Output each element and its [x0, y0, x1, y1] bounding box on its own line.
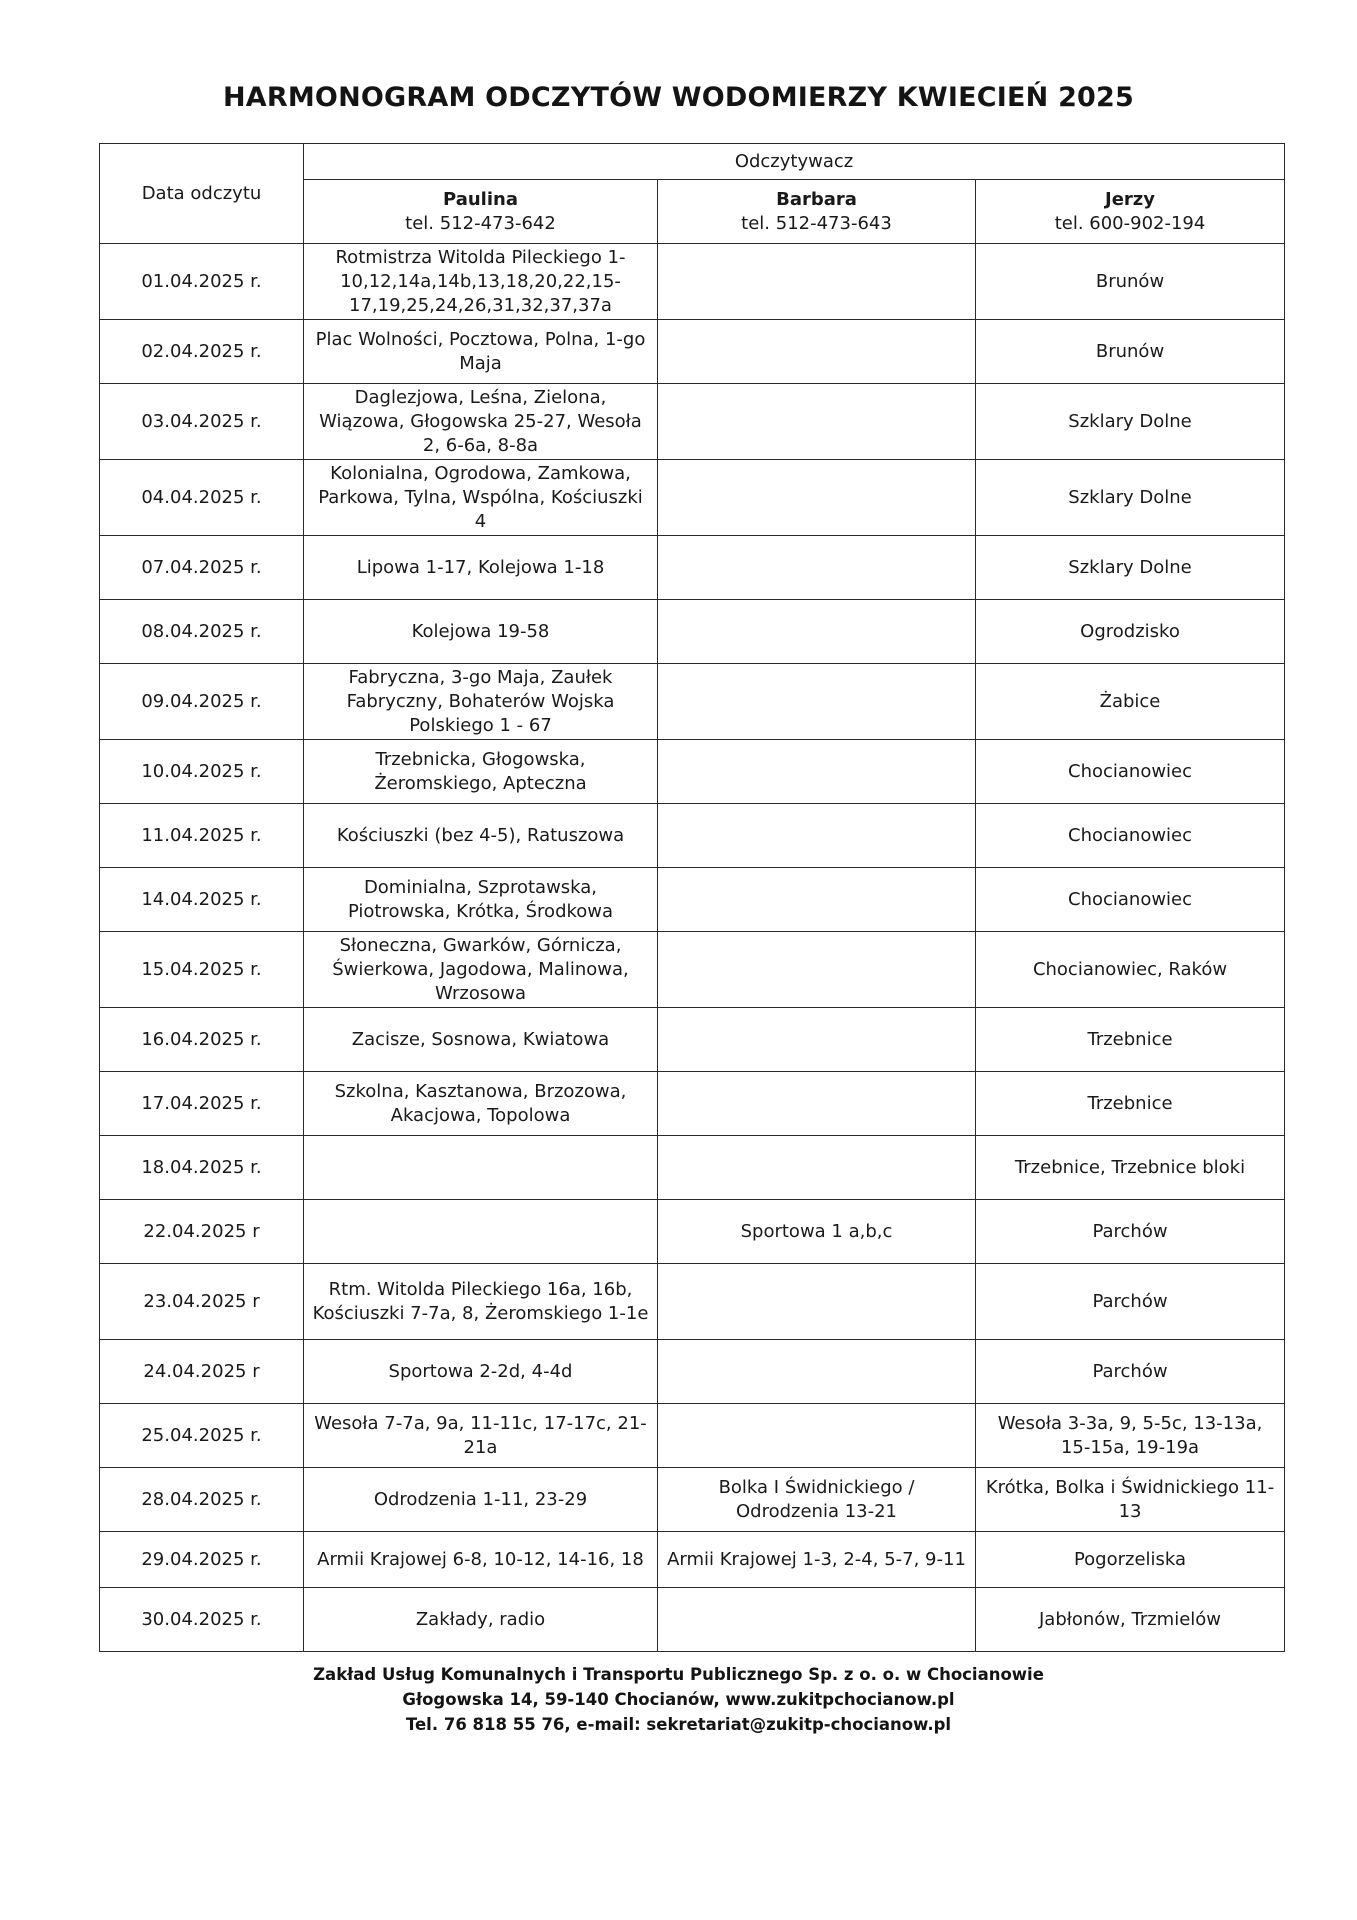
reader-jerzy-cell: Szklary Dolne [976, 384, 1285, 460]
table-row [100, 1136, 1285, 1200]
table-row [100, 244, 1285, 320]
reader-barbara-cell [658, 320, 976, 384]
reader-barbara-cell [658, 460, 976, 536]
date-cell: 18.04.2025 r. [100, 1136, 304, 1200]
date-cell: 28.04.2025 r. [100, 1468, 304, 1532]
reader-jerzy-cell: Chocianowiec, Raków [976, 932, 1285, 1008]
reader-jerzy-cell: Trzebnice, Trzebnice bloki [976, 1136, 1285, 1200]
reader-barbara-cell [658, 804, 976, 868]
date-cell: 03.04.2025 r. [100, 384, 304, 460]
date-cell: 01.04.2025 r. [100, 244, 304, 320]
reader-paulina-cell: Fabryczna, 3-go Maja, Zaułek Fabryczny, Bohaterów Wojska Polskiego 1 - 67 [304, 664, 658, 740]
reader-paulina-cell: Kościuszki (bez 4-5), Ratuszowa [304, 804, 658, 868]
date-cell: 10.04.2025 r. [100, 740, 304, 804]
table-row [100, 1340, 1285, 1404]
reader-jerzy-cell: Trzebnice [976, 1008, 1285, 1072]
reader-phone: tel. 512-473-643 [741, 212, 892, 234]
reader-jerzy-cell: Parchów [976, 1340, 1285, 1404]
table-row [100, 932, 1285, 1008]
reader-barbara-cell [658, 664, 976, 740]
reader-jerzy-cell: Jabłonów, Trzmielów [976, 1588, 1285, 1652]
reader-barbara-cell [658, 244, 976, 320]
reader-paulina-cell: Sportowa 2-2d, 4-4d [304, 1340, 658, 1404]
reader-name: Paulina [443, 188, 518, 210]
reader-group-header [304, 144, 1285, 180]
schedule-table [99, 143, 1285, 1652]
table-row [100, 1072, 1285, 1136]
table-row [100, 1008, 1285, 1072]
reader-barbara-cell [658, 384, 976, 460]
date-cell: 22.04.2025 r [100, 1200, 304, 1264]
footer-contact: Tel. 76 818 55 76, e-mail: sekretariat@zukitp-chocianow.pl [405, 1715, 952, 1734]
header-row-group [100, 144, 1285, 180]
reader-paulina-cell: Odrodzenia 1-11, 23-29 [304, 1468, 658, 1532]
footer-company: Zakład Usług Komunalnych i Transportu Publicznego Sp. z o. o. w Chocianowie [313, 1665, 1044, 1684]
reader-jerzy-cell: Chocianowiec [976, 868, 1285, 932]
reader-paulina-cell: Daglezjowa, Leśna, Zielona, Wiązowa, Głogowska 25-27, Wesoła 2, 6-6a, 8-8a [304, 384, 658, 460]
reader-phone: tel. 600-902-194 [1054, 212, 1206, 234]
reader-jerzy-cell: Szklary Dolne [976, 536, 1285, 600]
date-cell: 16.04.2025 r. [100, 1008, 304, 1072]
footer-address: Głogowska 14, 59-140 Chocianów, www.zukitpchocianow.pl [402, 1690, 955, 1709]
reader-header-barbara [658, 180, 976, 244]
date-cell: 30.04.2025 r. [100, 1588, 304, 1652]
date-cell: 02.04.2025 r. [100, 320, 304, 384]
reader-paulina-cell: Kolejowa 19-58 [304, 600, 658, 664]
reader-paulina-cell: Zakłady, radio [304, 1588, 658, 1652]
reader-barbara-cell [658, 600, 976, 664]
table-row [100, 1404, 1285, 1468]
date-cell: 14.04.2025 r. [100, 868, 304, 932]
footer [0, 1662, 1357, 1737]
reader-jerzy-cell: Krótka, Bolka i Świdnickiego 11-13 [976, 1468, 1285, 1532]
reader-barbara-cell [658, 932, 976, 1008]
table-row [100, 1588, 1285, 1652]
reader-paulina-cell: Rotmistrza Witolda Pileckiego 1-10,12,14a,14b,13,18,20,22,15-17,19,25,24,26,31,32,37,37a [304, 244, 658, 320]
reader-paulina-cell: Zacisze, Sosnowa, Kwiatowa [304, 1008, 658, 1072]
reader-barbara-cell [658, 1340, 976, 1404]
reader-jerzy-cell: Brunów [976, 320, 1285, 384]
reader-paulina-cell: Plac Wolności, Pocztowa, Polna, 1-go Maja [304, 320, 658, 384]
date-cell: 23.04.2025 r [100, 1264, 304, 1340]
reader-paulina-cell: Lipowa 1-17, Kolejowa 1-18 [304, 536, 658, 600]
reader-barbara-cell [658, 1008, 976, 1072]
reader-header-paulina [304, 180, 658, 244]
reader-jerzy-cell: Żabice [976, 664, 1285, 740]
date-cell: 04.04.2025 r. [100, 460, 304, 536]
page-title: HARMONOGRAM ODCZYTÓW WODOMIERZY KWIECIEŃ 2025 [222, 82, 1135, 113]
table-row [100, 1532, 1285, 1588]
reader-barbara-cell [658, 1404, 976, 1468]
reader-barbara-cell [658, 1264, 976, 1340]
date-cell: 25.04.2025 r. [100, 1404, 304, 1468]
reader-jerzy-cell: Chocianowiec [976, 804, 1285, 868]
date-cell: 17.04.2025 r. [100, 1072, 304, 1136]
table-row [100, 664, 1285, 740]
reader-paulina-cell: Szkolna, Kasztanowa, Brzozowa, Akacjowa, Topolowa [304, 1072, 658, 1136]
table-row [100, 536, 1285, 600]
table-row [100, 740, 1285, 804]
date-cell: 11.04.2025 r. [100, 804, 304, 868]
reader-jerzy-cell: Ogrodzisko [976, 600, 1285, 664]
reader-barbara-cell [658, 868, 976, 932]
reader-paulina-cell: Rtm. Witolda Pileckiego 16a, 16b, Kościuszki 7-7a, 8, Żeromskiego 1-1e [304, 1264, 658, 1340]
reader-paulina-cell: Słoneczna, Gwarków, Górnicza, Świerkowa, Jagodowa, Malinowa, Wrzosowa [304, 932, 658, 1008]
date-column-header [100, 144, 304, 244]
reader-barbara-cell [658, 1136, 976, 1200]
reader-barbara-cell: Armii Krajowej 1-3, 2-4, 5-7, 9-11 [658, 1532, 976, 1588]
date-cell: 08.04.2025 r. [100, 600, 304, 664]
reader-jerzy-cell: Chocianowiec [976, 740, 1285, 804]
reader-paulina-cell: Wesoła 7-7a, 9a, 11-11c, 17-17c, 21-21a [304, 1404, 658, 1468]
table-row [100, 868, 1285, 932]
reader-paulina-cell [304, 1200, 658, 1264]
reader-group-label: Odczytywacz [734, 150, 854, 172]
table-row [100, 1200, 1285, 1264]
date-cell: 09.04.2025 r. [100, 664, 304, 740]
reader-jerzy-cell: Trzebnice [976, 1072, 1285, 1136]
reader-jerzy-cell: Parchów [976, 1264, 1285, 1340]
reader-jerzy-cell: Parchów [976, 1200, 1285, 1264]
reader-barbara-cell: Bolka I Świdnickiego / Odrodzenia 13-21 [658, 1468, 976, 1532]
reader-barbara-cell: Sportowa 1 a,b,c [658, 1200, 976, 1264]
reader-header-jerzy [976, 180, 1285, 244]
table-row [100, 460, 1285, 536]
table-row [100, 804, 1285, 868]
reader-paulina-cell: Armii Krajowej 6-8, 10-12, 14-16, 18 [304, 1532, 658, 1588]
table-row [100, 320, 1285, 384]
table-row [100, 600, 1285, 664]
reader-paulina-cell [304, 1136, 658, 1200]
date-column-label: Data odczytu [141, 182, 262, 204]
reader-barbara-cell [658, 536, 976, 600]
reader-jerzy-cell: Brunów [976, 244, 1285, 320]
reader-barbara-cell [658, 1072, 976, 1136]
table-row [100, 384, 1285, 460]
reader-paulina-cell: Kolonialna, Ogrodowa, Zamkowa, Parkowa, Tylna, Wspólna, Kościuszki 4 [304, 460, 658, 536]
reader-jerzy-cell: Pogorzeliska [976, 1532, 1285, 1588]
date-cell: 07.04.2025 r. [100, 536, 304, 600]
reader-jerzy-cell: Wesoła 3-3a, 9, 5-5c, 13-13a, 15-15a, 19-19a [976, 1404, 1285, 1468]
reader-name: Barbara [776, 188, 857, 210]
date-cell: 24.04.2025 r [100, 1340, 304, 1404]
reader-paulina-cell: Trzebnicka, Głogowska, Żeromskiego, Apteczna [304, 740, 658, 804]
reader-phone: tel. 512-473-642 [405, 212, 556, 234]
reader-jerzy-cell: Szklary Dolne [976, 460, 1285, 536]
reader-barbara-cell [658, 1588, 976, 1652]
reader-name: Jerzy [1105, 188, 1156, 210]
date-cell: 29.04.2025 r. [100, 1532, 304, 1588]
date-cell: 15.04.2025 r. [100, 932, 304, 1008]
reader-paulina-cell: Dominialna, Szprotawska, Piotrowska, Krótka, Środkowa [304, 868, 658, 932]
schedule-body [100, 244, 1285, 1652]
reader-barbara-cell [658, 740, 976, 804]
table-row [100, 1468, 1285, 1532]
table-row [100, 1264, 1285, 1340]
